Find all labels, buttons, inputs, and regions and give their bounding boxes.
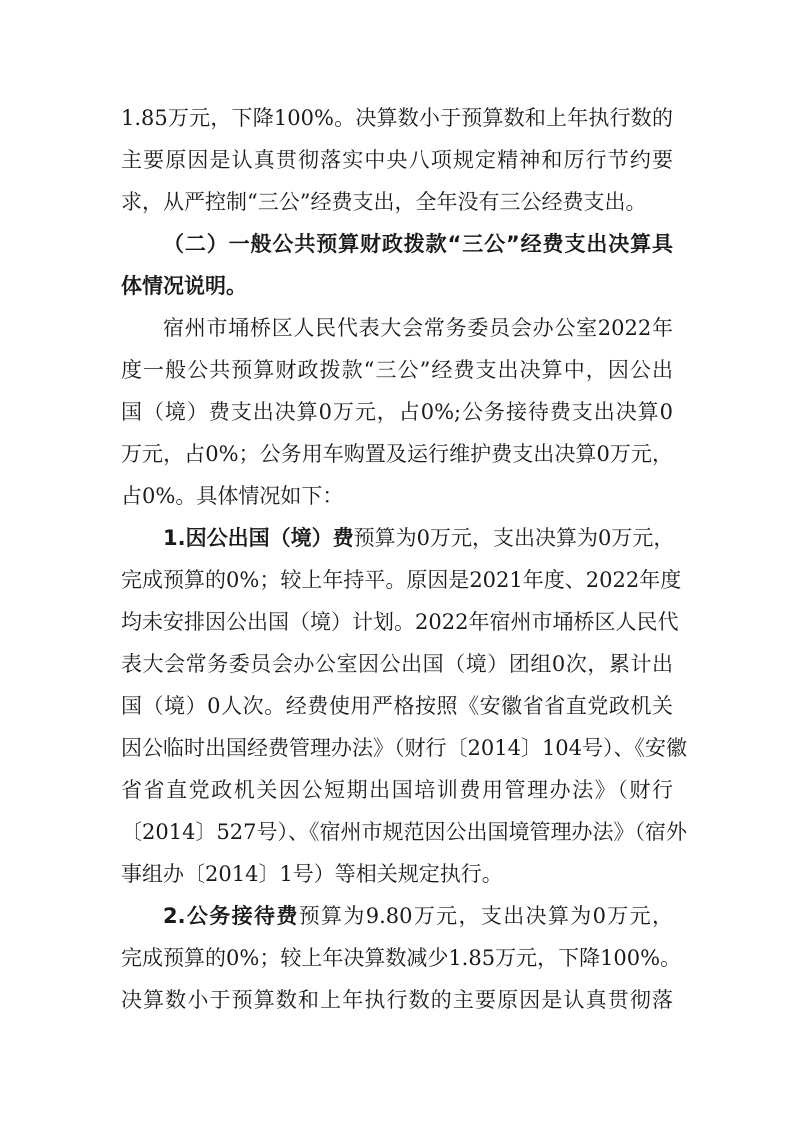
- paragraph-line: 完成预算的0%；较上年持平。原因是2021年度、2022年度: [121, 568, 682, 592]
- paragraph-line: 因公临时出国经费管理办法》（财行〔2014〕104号）、《安徽: [121, 736, 688, 760]
- item-heading-travel: 1.因公出国（境）费: [163, 526, 354, 550]
- item-text: 预算为9.80万元，支出决算为0万元，: [298, 904, 673, 928]
- section-heading-continued: 体情况说明。: [121, 274, 247, 298]
- paragraph-line: 完成预算的0%；较上年决算数减少1.85万元，下降100%。: [121, 946, 682, 970]
- paragraph-line: [163, 518, 673, 558]
- section-heading: （二）一般公共预算财政拨款“三公”经费支出决算具: [163, 232, 673, 256]
- item-heading-reception: 2.公务接待费: [163, 904, 299, 928]
- paragraph-line: 占0%。具体情况如下：: [121, 484, 344, 508]
- paragraph-line: 省省直党政机关因公短期出国培训费用管理办法》（财行: [121, 778, 673, 802]
- paragraph-line: 〔2014〕527号）、《宿州市规范因公出国境管理办法》（宿外: [121, 820, 688, 844]
- paragraph-line: 均未安排因公出国（境）计划。2022年宿州市埇桥区人民代: [121, 610, 679, 634]
- paragraph-line: 国（境）费支出决算0万元，占0%;公务接待费支出决算0: [121, 400, 673, 424]
- paragraph-line: 事组办〔2014〕1号）等相关规定执行。: [121, 862, 503, 886]
- paragraph-line: 主要原因是认真贯彻落实中央八项规定精神和厉行节约要: [121, 148, 673, 172]
- paragraph-line: 度一般公共预算财政拨款“三公”经费支出决算中，因公出: [121, 358, 673, 382]
- paragraph-line: 求，从严控制“三公”经费支出，全年没有三公经费支出。: [121, 190, 647, 214]
- paragraph-line: [163, 896, 673, 936]
- paragraph-line: 表大会常务委员会办公室因公出国（境）团组0次，累计出: [121, 652, 673, 676]
- paragraph-line: 决算数小于预算数和上年执行数的主要原因是认真贯彻落: [121, 988, 673, 1012]
- paragraph-line: 国（境）0人次。经费使用严格按照《安徽省省直党政机关: [121, 694, 673, 718]
- item-text: 预算为0万元，支出决算为0万元，: [353, 526, 675, 550]
- paragraph-line: 万元，占0%；公务用车购置及运行维护费支出决算0万元，: [121, 442, 673, 466]
- paragraph-line: 宿州市埇桥区人民代表大会常务委员会办公室2022年: [163, 316, 673, 340]
- paragraph-line: 1.85万元，下降100%。决算数小于预算数和上年执行数的: [121, 106, 673, 130]
